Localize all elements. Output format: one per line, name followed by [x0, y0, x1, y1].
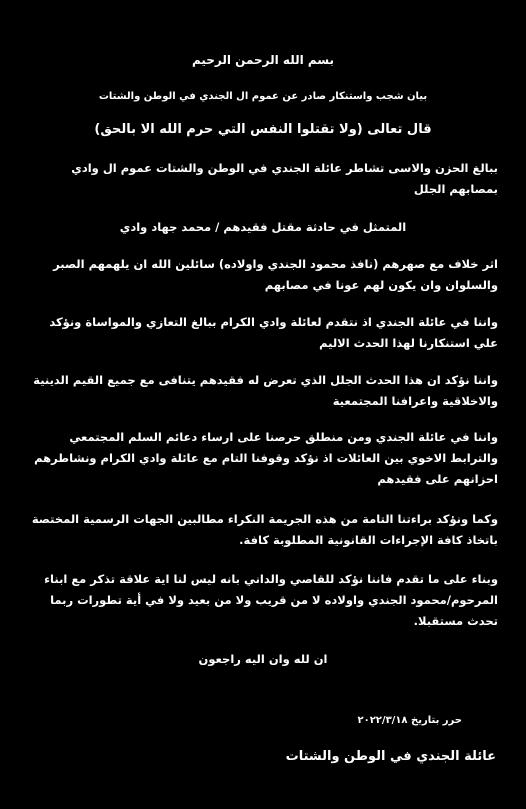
paragraph-dispute: اثر خلاف مع صهرهم (نافذ محمود الجندي واولاده) سائلين الله ان يلهمهم الصبر والسلوان وان يكون لهم عونا في مصابهم: [53, 257, 498, 292]
date-line: حرر بتاريخ ٢٠٢٢/٣/١٨: [357, 715, 462, 726]
closing-prayer: ان لله وان اليه راجعون: [198, 652, 328, 666]
signature: عائلة الجندي في الوطن والشتات: [285, 749, 496, 764]
basmala-heading: بسم الله الرحمن الرحيم: [191, 53, 335, 67]
paragraph-condolence: ببالغ الحزن والاسى تشاطر عائلة الجندي في الوطن والشتات عموم ال وادي بمصابهم الجلل: [71, 161, 498, 196]
paragraph-disassociation: وبناء على ما تقدم فاننا نؤكد للقاصي والداني بانه ليس لنا اية علاقة تذكر مع ابناء المرحوم/محمود الجندي واولاده لا من قريب ولا من بعيد ولا في أية تطورات ربما تحدث مستقبلا.: [44, 572, 498, 628]
statement-subtitle: بيان شجب واستنكار صادر عن عموم ال الجندي في الوطن والشتات: [98, 91, 428, 102]
paragraph-innocence: وكما ونؤكد براءتنا التامة من هذه الجريمة النكراء مطالبين الجهات الرسمية المختصة باتخاذ كافة الإجراءات القانونية المطلوبة كافة.: [31, 512, 498, 547]
paragraph-victim-name: المتمثل في حادثة مقتل فقيدهم / محمد جهاد وادي: [119, 220, 407, 234]
quran-verse: قال تعالى (ولا تقتلوا النفس التي حرم الله الا بالحق): [94, 122, 432, 137]
paragraph-solidarity: واننا في عائلة الجندي ومن منطلق حرصنا على ارساء دعائم السلم المجتمعي والترابط الاخوي بين العائلات اذ نؤكد وقوفنا التام مع عائلة وادي الكرام ونشاطرهم احزانهم على فقيدهم: [34, 430, 498, 486]
paragraph-condolences-wadi: واننا في عائلة الجندي اذ نتقدم لعائلة وادي الكرام ببالغ التعازي والمواساة ونؤكد علي استنكارنا لهذا الحدث الاليم: [49, 315, 498, 350]
paragraph-values: واننا نؤكد ان هذا الحدث الجلل الذي تعرض له فقيدهم يتنافى مع جميع القيم الدينية والاخلاقية واعرافنا المجتمعية: [33, 373, 498, 408]
